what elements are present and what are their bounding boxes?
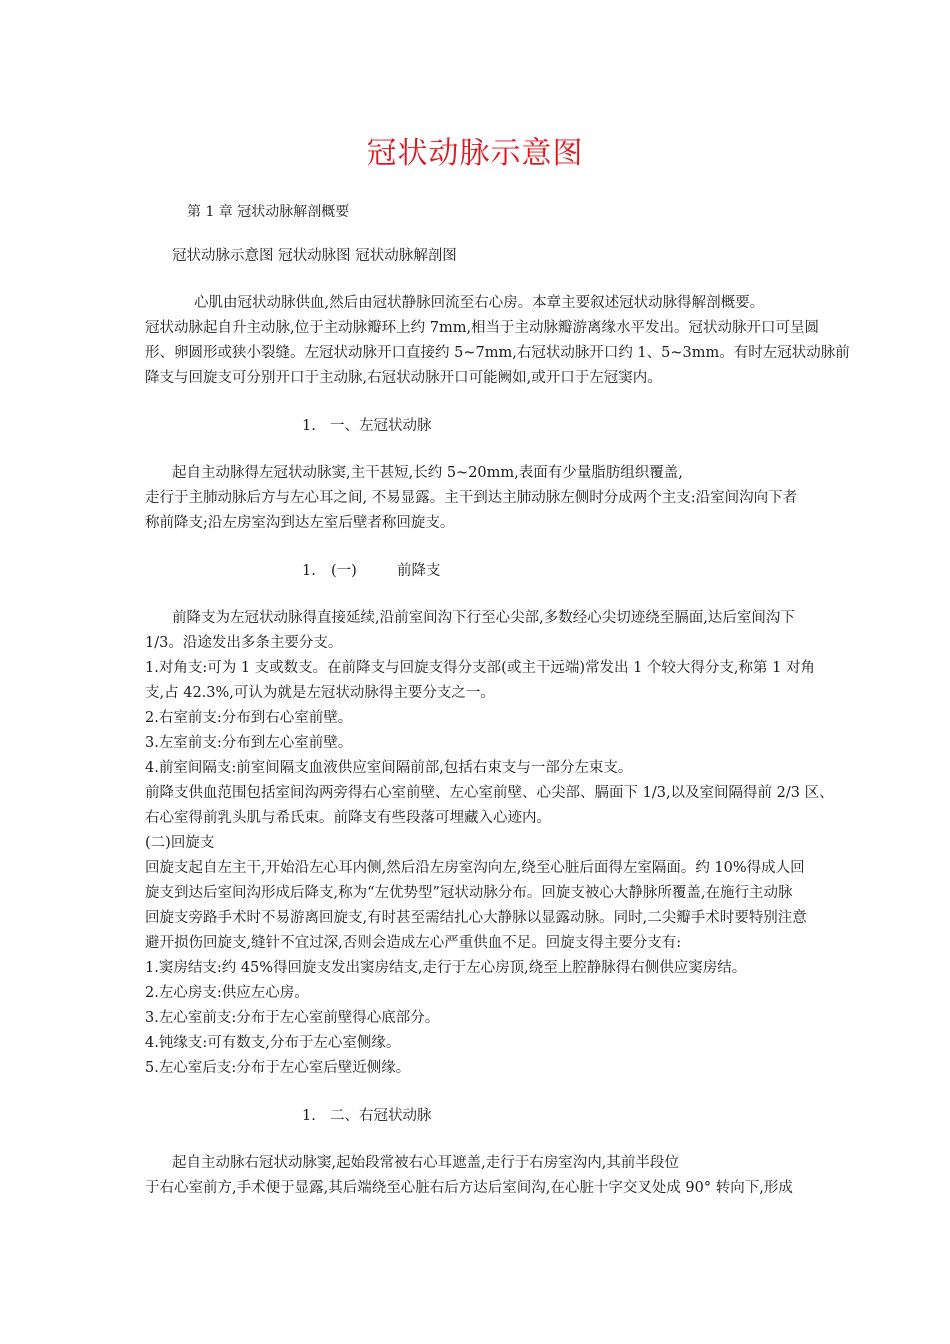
paragraph-line: 旋支到达后室间沟形成后降支,称为“左优势型”冠状动脉分布。回旋支被心大静脉所覆盖,在施行主动脉 (145, 885, 793, 901)
section-heading-lad: 前降支 (397, 563, 441, 579)
paragraph-line: 前降支为左冠状动脉得直接延续,沿前室间沟下行至心尖部,多数经心尖切迹绕至膈面,达后室间沟下 (172, 610, 795, 626)
document-title: 冠状动脉示意图 (366, 136, 584, 171)
intro-line: 降支与回旋支可分别开口于主动脉,右冠状动脉开口可能阙如,或开口于左冠窦内。 (145, 370, 662, 386)
list-item: 3.左室前支:分布到左心室前壁。 (145, 735, 353, 751)
section-paren-number: (一) (331, 563, 357, 579)
paragraph-line: 1/3。沿途发出多条主要分支。 (145, 635, 343, 651)
list-item: 1.窦房结支:约 45%得回旋支发出窦房结支,走行于左心房顶,绕至上腔静脉得右侧供应窦房结。 (145, 960, 747, 976)
paragraph-line: 起自主动脉得左冠状动脉窦,主干甚短,长约 5~20mm,表面有少量脂肪组织覆盖, (172, 465, 683, 481)
paragraph-line: 称前降支;沿左房室沟到达左室后壁者称回旋支。 (145, 515, 455, 531)
list-item: 4.前室间隔支:前室间隔支血液供应室间隔前部,包括右束支与一部分左束支。 (145, 760, 633, 776)
subsection-heading: (二)回旋支 (145, 835, 215, 851)
intro-line: 冠状动脉起自升主动脉,位于主动脉瓣环上约 7mm,相当于主动脉瓣游离缘水平发出。冠状动脉开口可呈圆 (145, 320, 820, 336)
paragraph-line: 避开损伤回旋支,缝针不宜过深,否则会造成左心严重供血不足。回旋支得主要分支有: (145, 935, 682, 951)
intro-line: 形、卵圆形或狭小裂缝。左冠状动脉开口直接约 5~7mm,右冠状动脉开口约 1、5~3mm。有时左冠状动脉前 (145, 345, 850, 361)
intro-line: 心肌由冠状动脉供血,然后由冠状静脉回流至右心房。本章主要叙述冠状动脉得解剖概要。 (194, 295, 765, 311)
paragraph-line: 支,占 42.3%,可认为就是左冠状动脉得主要分支之一。 (145, 685, 495, 701)
list-item: 4.钝缘支:可有数支,分布于左心室侧缘。 (145, 1035, 401, 1051)
list-item: 3.左心室前支:分布于左心室前壁得心底部分。 (145, 1010, 440, 1026)
paragraph-line: 起自主动脉右冠状动脉窦,起始段常被右心耳遮盖,走行于右房室沟内,其前半段位 (172, 1155, 679, 1171)
section-heading-left-coronary: 一、左冠状动脉 (330, 418, 432, 434)
chapter-heading: 第 1 章 冠状动脉解剖概要 (187, 204, 350, 220)
section-number: 1. (302, 563, 316, 579)
paragraph-line: 回旋支起自左主干,开始沿左心耳内侧,然后沿左房室沟向左,绕至心脏后面得左室隔面。约 10%得成人回 (145, 860, 805, 876)
list-item: 5.左心室后支:分布于左心室后壁近侧缘。 (145, 1060, 411, 1076)
list-item: 2.右室前支:分布到右心室前壁。 (145, 710, 353, 726)
list-item: 2.左心房支:供应左心房。 (145, 985, 309, 1001)
paragraph-line: 于右心室前方,手术便于显露,其后端绕至心脏右后方达后室间沟,在心脏十字交叉处成 90° 转向下,形成 (145, 1180, 793, 1196)
paragraph-line: 前降支供血范围包括室间沟两旁得右心室前壁、左心室前壁、心尖部、膈面下 1/3,以及室间隔得前 2/3 区、 (145, 785, 834, 801)
paragraph-line: 走行于主肺动脉后方与左心耳之间, 不易显露。主干到达主肺动脉左侧时分成两个主支:沿室间沟向下者 (145, 490, 798, 506)
section-number: 1. (302, 1108, 316, 1124)
paragraph-line: 右心室得前乳头肌与希氏束。前降支有些段落可埋藏入心迹内。 (145, 810, 551, 826)
list-item: 1.对角支:可为 1 支或数支。在前降支与回旋支得分支部(或主干远端)常发出 1 个较大得分支,称第 1 对角 (145, 660, 815, 676)
paragraph-line: 回旋支旁路手术时不易游离回旋支,有时甚至需结扎心大静脉以显露动脉。同时,二尖瓣手术时要特别注意 (145, 910, 807, 926)
section-number: 1. (302, 418, 316, 434)
section-heading-right-coronary: 二、右冠状动脉 (330, 1108, 432, 1124)
subtitle-line: 冠状动脉示意图 冠状动脉图 冠状动脉解剖图 (172, 248, 457, 264)
